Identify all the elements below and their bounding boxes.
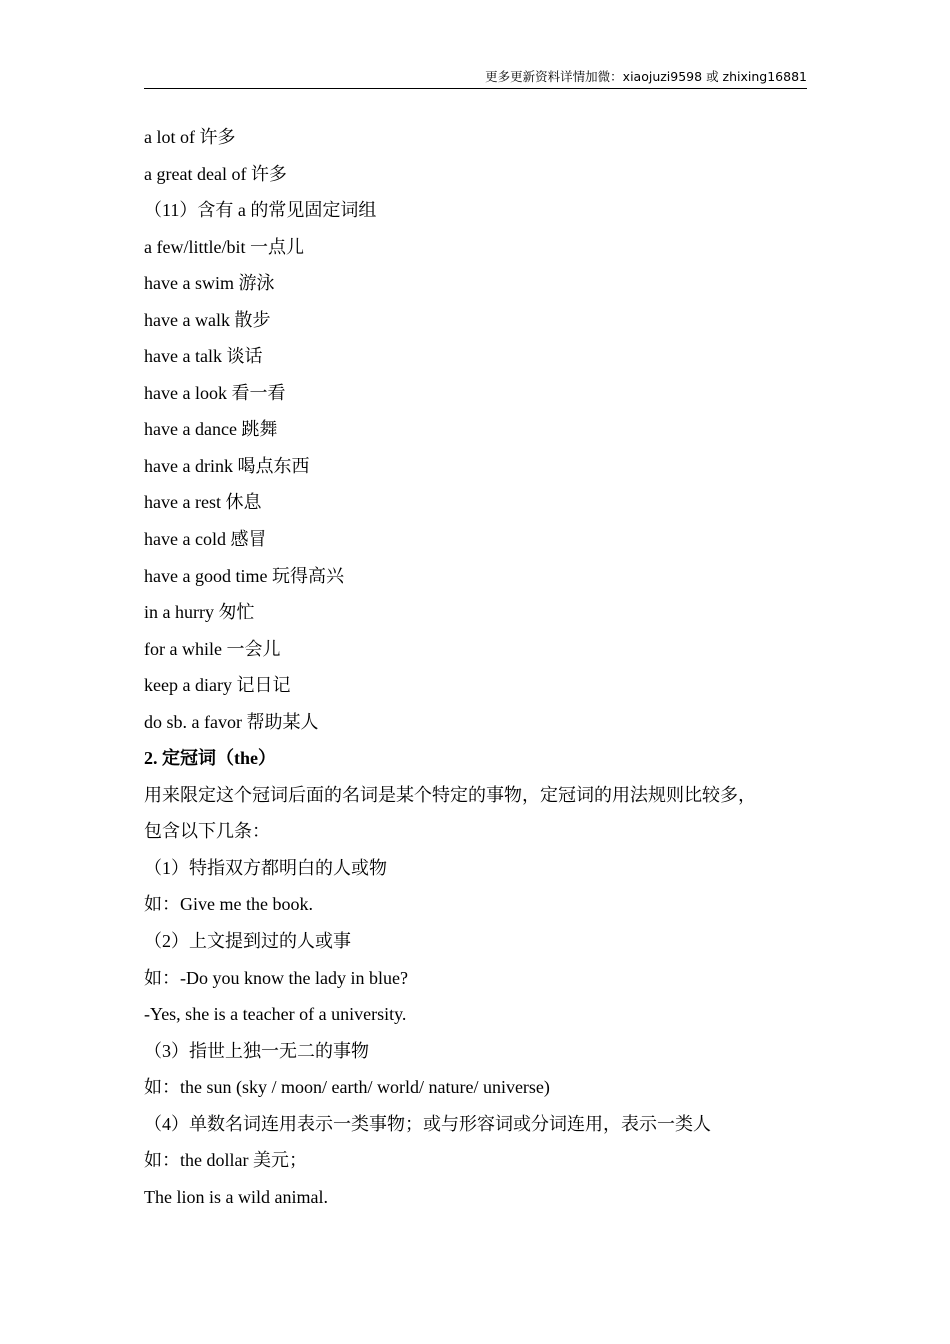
text-line: （3）指世上独一无二的事物	[144, 1040, 369, 1061]
text-line: have a cold 感冒	[144, 529, 267, 550]
text-line: have a drink 喝点东西	[144, 455, 310, 476]
text-line: have a talk 谈话	[144, 346, 263, 367]
text-line: 用来限定这个冠词后面的名词是某个特定的事物，定冠词的用法规则比较多，	[144, 784, 756, 805]
section-heading: 2. 定冠词（the）	[144, 748, 276, 769]
text-line: a lot of 许多	[144, 127, 236, 147]
text-line: 包含以下几条：	[144, 821, 270, 842]
text-line: a few/little/bit 一点儿	[144, 236, 304, 257]
text-line: （11）含有 a 的常见固定词组	[144, 200, 377, 221]
header-text: 更多更新资料详情加微：xiaojuzi9598 或 zhixing16881	[485, 69, 807, 84]
text-line: do sb. a favor 帮助某人	[144, 711, 319, 732]
text-line: The lion is a wild animal.	[144, 1186, 328, 1207]
text-line: -Yes, she is a teacher of a university.	[144, 1004, 407, 1025]
text-line: keep a diary 记日记	[144, 675, 291, 696]
text-line: 如：-Do you know the lady in blue?	[144, 967, 408, 988]
text-line: 如：the dollar 美元；	[144, 1150, 307, 1171]
text-line: have a swim 游泳	[144, 273, 275, 294]
text-line: in a hurry 匆忙	[144, 602, 255, 623]
text-line: have a dance 跳舞	[144, 419, 278, 440]
text-line: for a while 一会儿	[144, 638, 281, 659]
text-line: （4）单数名词连用表示一类事物；或与形容词或分词连用，表示一类人	[144, 1113, 711, 1134]
text-line: have a walk 散步	[144, 309, 271, 330]
text-line: （2）上文提到过的人或事	[144, 931, 351, 952]
page-header	[144, 68, 807, 89]
text-line: have a look 看一看	[144, 382, 286, 403]
text-line: have a good time 玩得高兴	[144, 565, 344, 586]
text-line: have a rest 休息	[144, 492, 262, 513]
text-line: 如：Give me the book.	[144, 894, 313, 915]
document-body	[144, 122, 824, 1218]
text-line: （1）特指双方都明白的人或物	[144, 857, 387, 878]
text-line: 如：the sun (sky / moon/ earth/ world/ nature/ universe)	[144, 1077, 550, 1098]
text-line: a great deal of 许多	[144, 163, 287, 184]
